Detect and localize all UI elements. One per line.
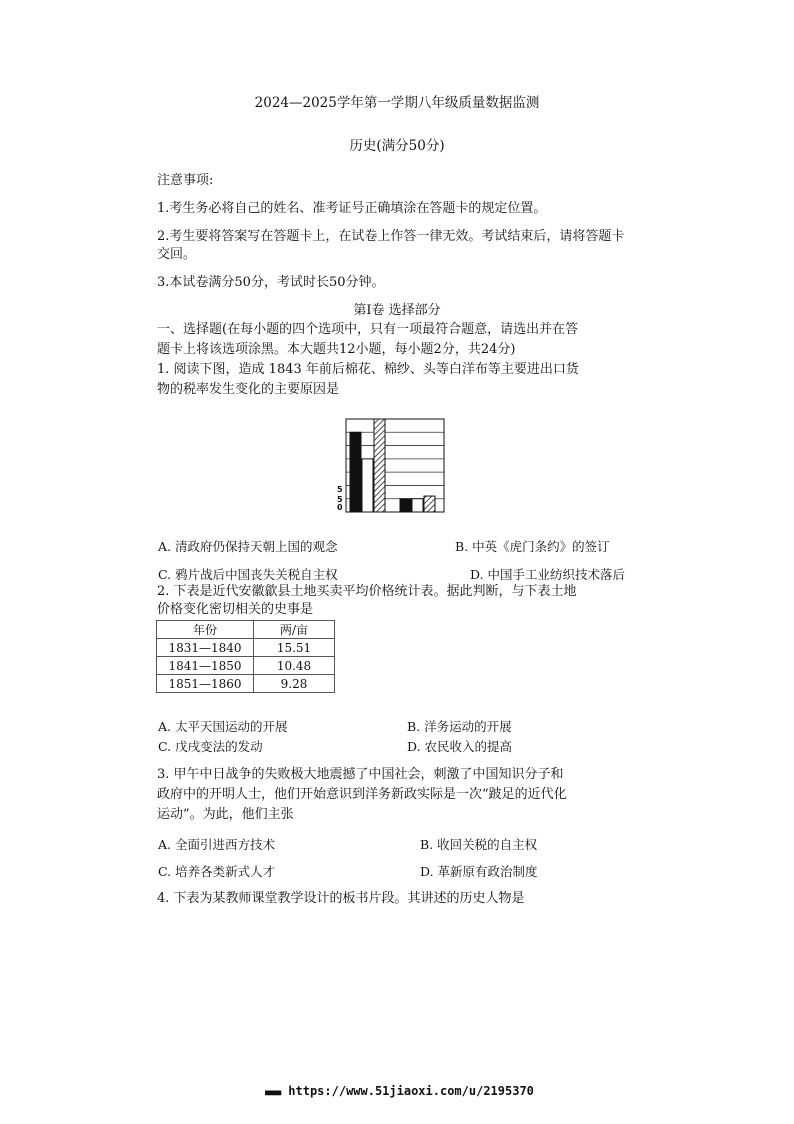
question-3-stem: 3. 甲午中日战争的失败极大地震撼了中国社会，刺激了中国知识分子和: [157, 767, 564, 782]
chart-bar: [424, 496, 435, 512]
question-2-option-c[interactable]: C. 戊戌变法的发动: [158, 739, 263, 754]
question-1-option-b[interactable]: B. 中英《虎门条约》的签订: [455, 539, 610, 554]
chart-bar: [400, 499, 411, 512]
question-3-stem: 政府中的开明人士，他们开始意识到洋务新政实际是一次“跛足的近代化: [157, 787, 567, 802]
question-3-option-c[interactable]: C. 培养各类新式人才: [158, 864, 276, 879]
question-2-option-a[interactable]: A. 太平天国运动的开展: [158, 719, 288, 734]
chart-tick-label: 0: [337, 503, 343, 512]
question-1-stem: 物的税率发生变化的主要原因是: [157, 382, 340, 397]
question-3-option-a[interactable]: A. 全面引进西方技术: [158, 837, 275, 852]
question-4-stem: 4. 下表为某教师课堂教学设计的板书片段。其讲述的历史人物是: [157, 891, 525, 906]
chart-bar: [362, 459, 373, 512]
table-header-cell: 年份: [157, 621, 254, 639]
notice-item: 3.本试卷满分50分，考试时长50分钟。: [157, 275, 385, 290]
notice-heading: 注意事项:: [157, 173, 214, 188]
notice-item: 交回。: [157, 247, 197, 262]
chart-tick-label: 5: [337, 495, 343, 504]
question-1-option-c[interactable]: C. 鸦片战后中国丧失关税自主权: [158, 567, 338, 582]
notice-item: 2.考生要将答案写在答题卡上，在试卷上作答一律无效。考试结束后，请将答题卡: [157, 229, 625, 244]
question-1-option-a[interactable]: A. 清政府仍保持天朝上国的观念: [158, 539, 338, 554]
question-2-option-b[interactable]: B. 洋务运动的开展: [407, 719, 512, 734]
question-3-stem: 运动”。为此，他们主张: [157, 807, 294, 822]
table-row: [157, 657, 335, 675]
question-2-stem: 价格变化密切相关的史事是: [157, 602, 314, 617]
table-cell: 9.28: [254, 675, 335, 693]
chart-bar: [350, 432, 361, 512]
notice-item: 1.考生务必将自己的姓名、准考证号正确填涂在答题卡的规定位置。: [157, 201, 547, 216]
table-row: [157, 639, 335, 657]
table-cell: 15.51: [254, 639, 335, 657]
table-row: [157, 675, 335, 693]
chart-tick-label: 5: [337, 485, 343, 494]
exam-title: 2024—2025学年第一学期八年级质量数据监测: [254, 95, 540, 111]
section-intro: 题卡上将该选项涂黑。本大题共12小题，每小题2分，共24分): [157, 342, 516, 357]
table-cell: 1831—1840: [157, 639, 254, 657]
exam-subject: 历史(满分50分): [349, 138, 445, 154]
table-cell: 1841—1850: [157, 657, 254, 675]
question-2-option-d[interactable]: D. 农民收入的提高: [407, 739, 513, 754]
question-2-stem: 2. 下表是近代安徽歙县土地买卖平均价格统计表。据此判断，与下表土地: [157, 584, 577, 599]
tax-rate-bar-chart: [336, 416, 446, 516]
table-header-row: [157, 621, 335, 639]
question-3-option-d[interactable]: D. 革新原有政治制度: [420, 864, 538, 879]
site-logo: ■■■■: [265, 1088, 281, 1097]
section-intro: 一、选择题(在每小题的四个选项中，只有一项最符合题意，请选出并在答: [157, 322, 579, 337]
question-1-option-d[interactable]: D. 中国手工业纺织技术落后: [470, 567, 626, 582]
chart-bar: [412, 499, 423, 512]
footer-watermark: [265, 1084, 534, 1098]
chart-bar: [374, 419, 385, 512]
question-3-option-b[interactable]: B. 收回关税的自主权: [420, 837, 538, 852]
section-title: 第Ⅰ卷 选择部分: [353, 303, 441, 318]
footer-url[interactable]: https://www.51jiaoxi.com/u/2195370: [288, 1084, 534, 1098]
table-cell: 1851—1860: [157, 675, 254, 693]
land-price-table: [156, 620, 335, 693]
question-1-stem: 1. 阅读下图，造成 1843 年前后棉花、棉纱、头等白洋布等主要进出口货: [157, 362, 579, 377]
table-header-cell: 两/亩: [254, 621, 335, 639]
table-cell: 10.48: [254, 657, 335, 675]
